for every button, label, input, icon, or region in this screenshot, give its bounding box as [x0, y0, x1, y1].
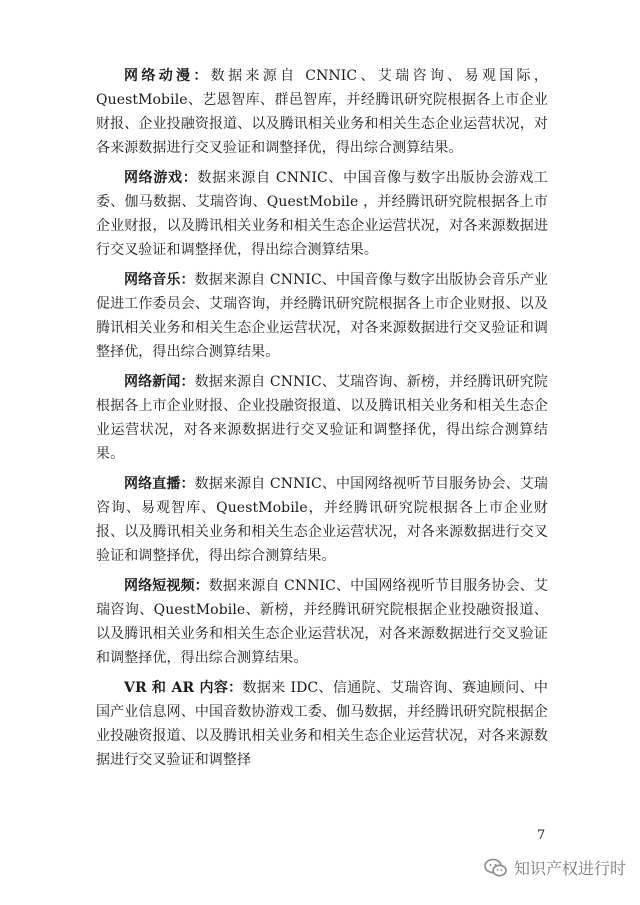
paragraph-text: 数据来源自 CNNIC、艾瑞咨询、新榜，并经腾讯研究院根据各上市企业财报、企业投融资报道、以及腾讯相关业务和相关生态企业运营状况，对各来源数据进行交叉验证和调整择优，得出综合测算结果。 [96, 374, 549, 462]
paragraph-text: 数据来源自 CNNIC、艾瑞咨询、易观国际，QuestMobile、艺恩智库、群邑智库，并经腾讯研究院根据各上市企业财报、企业投融资报道、以及腾讯相关业务和相关生态企业运营状况，对各来源数据进行交叉验证和调整择优，得出综合测算结果。 [96, 68, 549, 156]
paragraph-live-streaming [96, 472, 548, 568]
paragraph-term: 网络短视频： [124, 578, 209, 594]
paragraph-music [96, 268, 548, 364]
paragraph-games [96, 166, 548, 262]
paragraph-news [96, 370, 548, 466]
paragraph-vr-ar [96, 676, 548, 772]
paragraph-text: 数据来源自 CNNIC、中国网络视听节目服务协会、艾瑞咨询、QuestMobile、新榜，并经腾讯研究院根据企业投融资报道、以及腾讯相关业务和相关生态企业运营状况，对各来源数据进行交叉验证和调整择优，得出综合测算结果。 [96, 578, 548, 666]
paragraph-term: 网络动漫： [124, 68, 211, 84]
paragraph-text: 数据来 IDC、信通院、艾瑞咨询、赛迪顾问、中国产业信息网、中国音数协游戏工委、伽马数据，并经腾讯研究院根据企业投融资报道、以及腾讯相关业务和相关生态企业运营状况，对各来源数据进行交叉验证和调整择 [96, 680, 548, 768]
watermark [484, 856, 626, 879]
wechat-icon [484, 858, 508, 878]
paragraph-anime [96, 64, 548, 160]
paragraph-text: 数据来源自 CNNIC、中国音像与数字出版协会音乐产业促进工作委员会、艾瑞咨询，并经腾讯研究院根据各上市企业财报、以及腾讯相关业务和相关生态企业运营状况，对各来源数据进行交叉验证和调整择优，得出综合测算结果。 [96, 272, 549, 360]
watermark-text: 知识产权进行时 [513, 859, 626, 878]
paragraph-term: VR 和 AR 内容： [124, 680, 243, 696]
document-body [96, 64, 548, 778]
page-number: 7 [537, 828, 546, 843]
paragraph-term: 网络直播： [124, 476, 195, 492]
paragraph-term: 网络新闻： [124, 374, 195, 390]
paragraph-term: 网络游戏： [124, 170, 198, 186]
paragraph-text: 数据来源自 CNNIC、中国音像与数字出版协会游戏工委、伽马数据、艾瑞咨询、QuestMobile ，并经腾讯研究院根据各上市企业财报，以及腾讯相关业务和相关生态企业运营状况，对各来源数据进行交叉验证和调整择优，得出综合测算结果。 [96, 170, 548, 258]
paragraph-text: 数据来源自 CNNIC、中国网络视听节目服务协会、艾瑞咨询、易观智库、QuestMobile，并经腾讯研究院根据各上市企业财报、以及腾讯相关业务和相关生态企业运营状况，对各来源数据进行交叉验证和调整择优，得出综合测算结果。 [96, 476, 549, 564]
paragraph-term: 网络音乐： [124, 272, 195, 288]
paragraph-short-video [96, 574, 548, 670]
